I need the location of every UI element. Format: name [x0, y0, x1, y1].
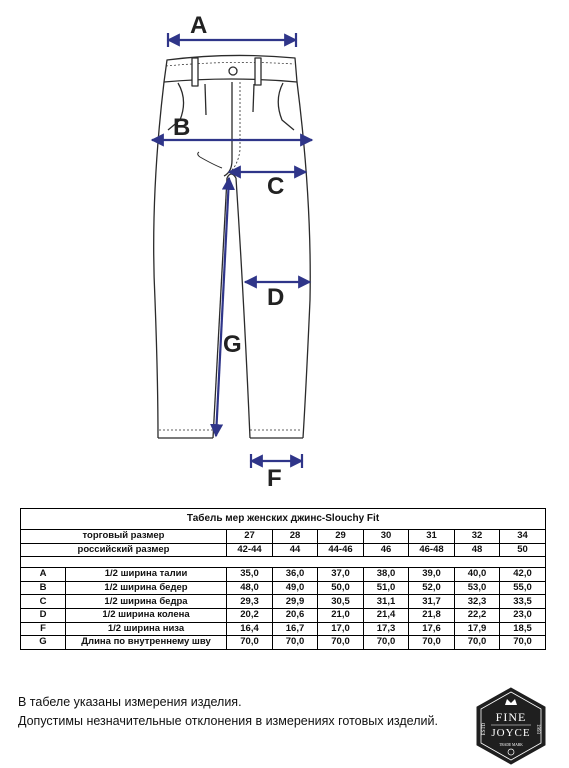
measurement-value: 21,4: [364, 608, 409, 622]
measurement-value: 36,0: [273, 568, 318, 582]
label-f: F: [267, 465, 282, 492]
measurement-name: Длина по внутреннему шву: [66, 636, 227, 650]
measurement-value: 37,0: [318, 568, 364, 582]
measurement-value: 30,5: [318, 595, 364, 609]
measurement-row: [21, 636, 546, 650]
measurement-value: 21,8: [409, 608, 455, 622]
ru-size-cell: 42-44: [227, 543, 273, 557]
measurement-value: 29,3: [227, 595, 273, 609]
measurement-value: 31,7: [409, 595, 455, 609]
measurement-value: 16,7: [273, 622, 318, 636]
measurement-value: 17,9: [455, 622, 500, 636]
label-c: C: [267, 173, 285, 200]
fine-joyce-logo: [471, 686, 551, 766]
ru-size-cell: 46: [364, 543, 409, 557]
measurement-value: 48,0: [227, 581, 273, 595]
size-chart-table: [20, 508, 546, 650]
measurement-code: B: [21, 581, 66, 595]
measurement-value: 40,0: [455, 568, 500, 582]
ru-size-label: российский размер: [21, 543, 227, 557]
measurement-value: 70,0: [409, 636, 455, 650]
logo-estd: ESTD: [482, 722, 487, 736]
trade-size-cell: 31: [409, 530, 455, 544]
measurement-value: 33,5: [500, 595, 546, 609]
trade-size-cell: 34: [500, 530, 546, 544]
measurement-row: [21, 568, 546, 582]
measurement-value: 16,4: [227, 622, 273, 636]
measurement-row: [21, 622, 546, 636]
logo-trademark: TRADE MARK: [499, 743, 523, 747]
measurement-value: 23,0: [500, 608, 546, 622]
measurement-value: 17,3: [364, 622, 409, 636]
measurement-value: 35,0: [227, 568, 273, 582]
measurement-value: 70,0: [364, 636, 409, 650]
logo-year: 1993: [535, 724, 540, 734]
measurement-value: 32,3: [455, 595, 500, 609]
trade-size-cell: 30: [364, 530, 409, 544]
measurement-row: [21, 595, 546, 609]
measurement-value: 50,0: [318, 581, 364, 595]
measurement-value: 70,0: [455, 636, 500, 650]
measurement-name: 1/2 ширина колена: [66, 608, 227, 622]
measurement-value: 17,6: [409, 622, 455, 636]
logo-name-top: FINE: [495, 710, 527, 724]
trade-size-cell: 29: [318, 530, 364, 544]
jeans-outline: [154, 55, 311, 438]
ru-size-row: [21, 543, 546, 557]
label-d: D: [267, 284, 285, 311]
label-b: B: [173, 114, 191, 141]
note-line-1: В табеле указаны измерения изделия.: [18, 695, 242, 709]
ru-size-cell: 44-46: [318, 543, 364, 557]
measurement-code: C: [21, 595, 66, 609]
measurement-value: 51,0: [364, 581, 409, 595]
measurement-value: 22,2: [455, 608, 500, 622]
measurement-name: 1/2 ширина низа: [66, 622, 227, 636]
trade-size-label: торговый размер: [21, 530, 227, 544]
measurement-code: G: [21, 636, 66, 650]
measurement-value: 70,0: [500, 636, 546, 650]
measurement-value: 17,0: [318, 622, 364, 636]
measurement-value: 49,0: [273, 581, 318, 595]
ru-size-cell: 46-48: [409, 543, 455, 557]
label-a: A: [190, 12, 208, 39]
measurement-value: 53,0: [455, 581, 500, 595]
measurement-value: 18,5: [500, 622, 546, 636]
measurement-value: 42,0: [500, 568, 546, 582]
trade-size-cell: 32: [455, 530, 500, 544]
measurement-value: 31,1: [364, 595, 409, 609]
measurement-value: 70,0: [227, 636, 273, 650]
measurement-value: 38,0: [364, 568, 409, 582]
table-spacer: [21, 557, 546, 568]
trade-size-row: [21, 530, 546, 544]
measurement-row: [21, 581, 546, 595]
note-line-2: Допустимы незначительные отклонения в измерениях готовых изделий.: [18, 714, 438, 728]
measurement-name: 1/2 ширина талии: [66, 568, 227, 582]
measurement-value: 20,2: [227, 608, 273, 622]
measurement-name: 1/2 ширина бедра: [66, 595, 227, 609]
table-spacer-row: [21, 557, 546, 568]
measurement-value: 29,9: [273, 595, 318, 609]
measurement-value: 70,0: [273, 636, 318, 650]
notes: [18, 693, 438, 731]
measurement-name: 1/2 ширина бедер: [66, 581, 227, 595]
table-title: Табель мер женских джинс-Slouchy Fit: [21, 509, 546, 530]
trade-size-cell: 27: [227, 530, 273, 544]
label-g: G: [223, 331, 242, 358]
measurement-code: A: [21, 568, 66, 582]
measurement-value: 52,0: [409, 581, 455, 595]
measurement-code: F: [21, 622, 66, 636]
logo-name-bottom: JOYCE: [491, 727, 531, 739]
ru-size-cell: 50: [500, 543, 546, 557]
measurement-value: 20,6: [273, 608, 318, 622]
measurement-value: 39,0: [409, 568, 455, 582]
measurement-value: 55,0: [500, 581, 546, 595]
measurement-row: [21, 608, 546, 622]
ru-size-cell: 44: [273, 543, 318, 557]
measurement-code: D: [21, 608, 66, 622]
measurement-value: 21,0: [318, 608, 364, 622]
trade-size-cell: 28: [273, 530, 318, 544]
measurement-value: 70,0: [318, 636, 364, 650]
measure-g-line: [216, 178, 229, 436]
ru-size-cell: 48: [455, 543, 500, 557]
